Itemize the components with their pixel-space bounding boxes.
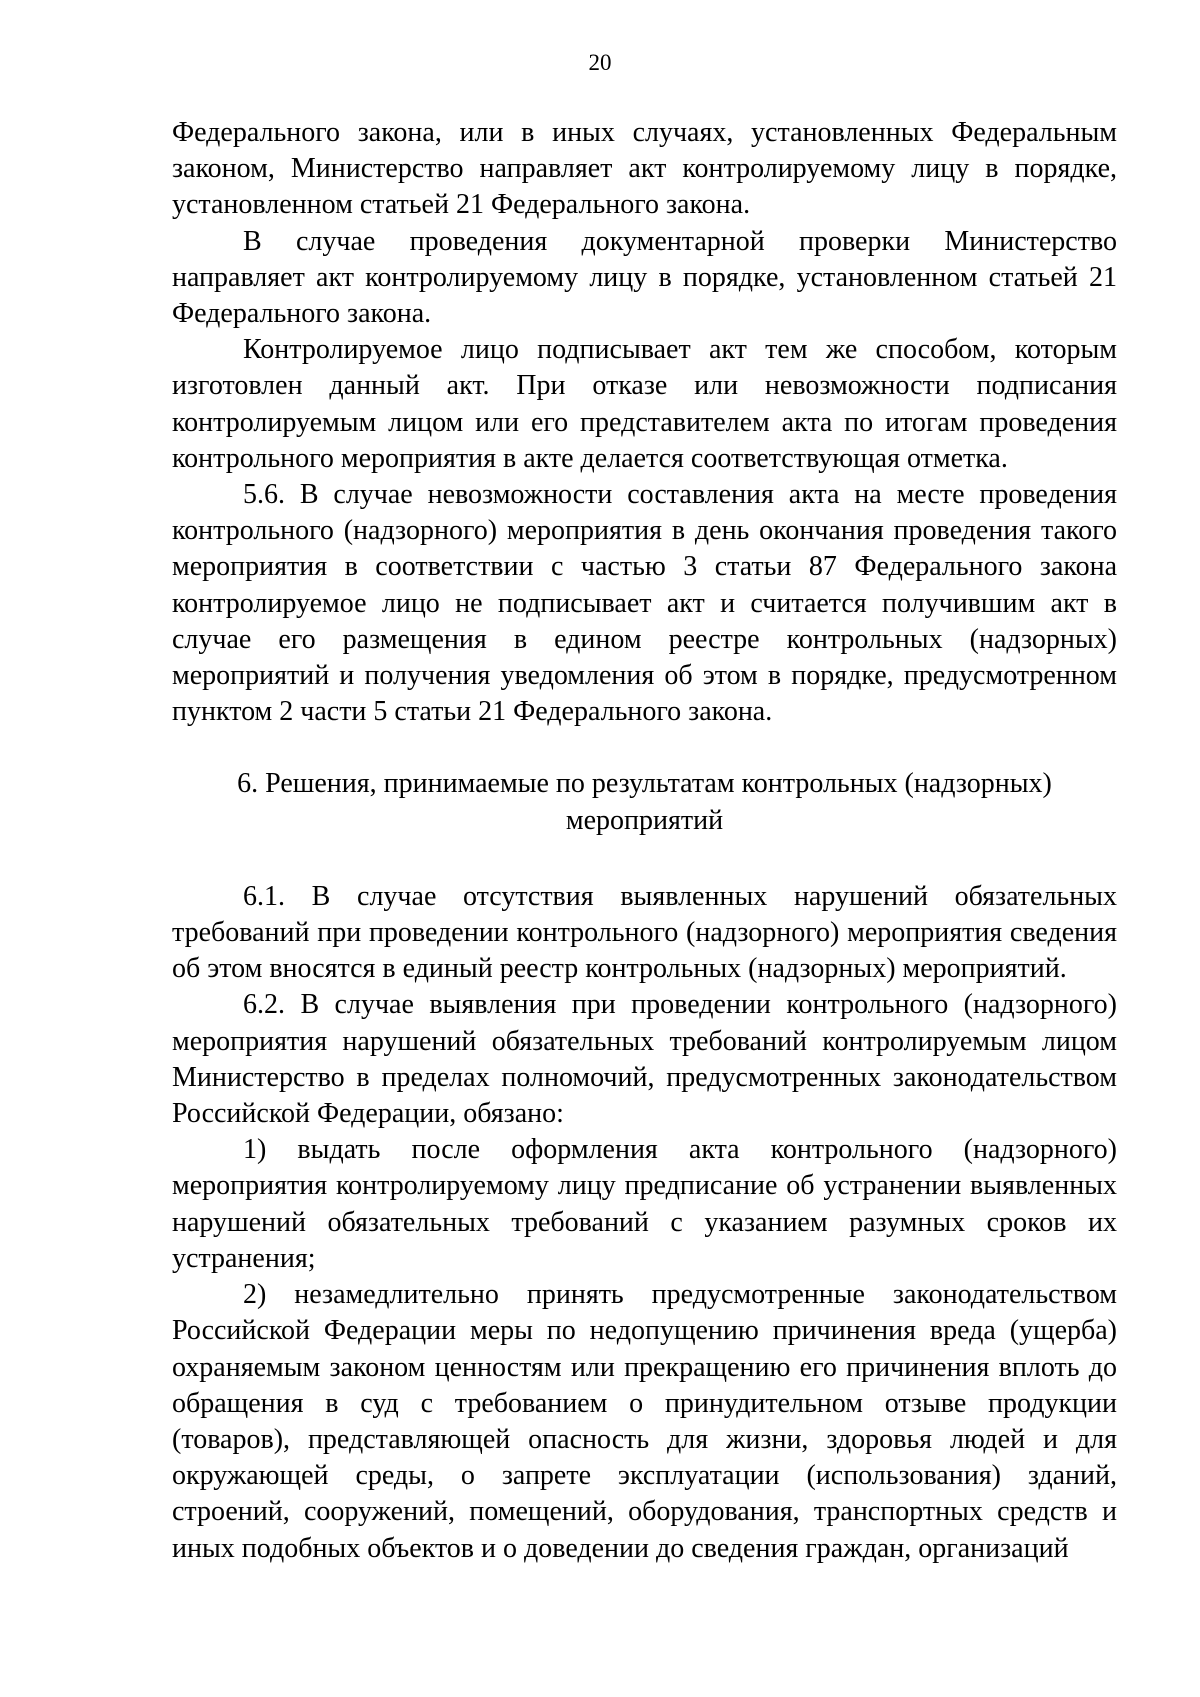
section-heading: 6. Решения, принимаемые по результатам контрольных (надзорных) мероприятий [237, 768, 1052, 836]
page-number: 20 [588, 50, 612, 75]
paragraph-documentary-check: В случае проведения документарной проверки Министерство направляет акт контролируемому лицу в порядке, установленном статьей 21 Федерального закона. [172, 225, 1117, 330]
paragraph-continuation: Федерального закона, или в иных случаях, установленных Федеральным законом, Министерство направляет акт контролируемому лицу в порядке, установленном статьей 21 Федерального закона. [172, 117, 1117, 221]
paragraph-5-6: 5.6. В случае невозможности составления акта на месте проведения контрольного (надзорного) мероприятия в день окончания проведения такого мероприятия в соответствии с частью 3 статьи 87 Федерального закона контролируемое лицо не подписывает акт и считается получившим акт в случае его размещения в едином реестре контрольных (надзорных) мероприятий и получения уведомления об этом в порядке, предусмотренном пунктом 2 части 5 статьи 21 Федерального закона. [172, 479, 1117, 728]
paragraph-6-2: 6.2. В случае выявления при проведении контрольного (надзорного) мероприятия нарушений обязательных требований контролируемым лицом Министерство в пределах полномочий, предусмотренных законодательством Российской Федерации, обязано: [172, 989, 1117, 1130]
paragraph-6-1: 6.1. В случае отсутствия выявленных нарушений обязательных требований при проведении контрольного (надзорного) мероприятия сведения об этом вносятся в единый реестр контрольных (надзорных) мероприятий. [172, 880, 1117, 985]
paragraph-signing: Контролируемое лицо подписывает акт тем же способом, которым изготовлен данный акт. При отказе или невозможности подписания контролируемым лицом или его представителем акта по итогам проведения контрольного мероприятия в акте делается соответствующая отметка. [172, 334, 1117, 474]
document-body [172, 115, 1117, 1567]
list-item-2: 2) незамедлительно принять предусмотренные законодательством Российской Федерации меры по недопущению причинения вреда (ущерба) охраняемым законом ценностям или прекращению его причинения вплоть до обращения в суд с требованием о принудительном отзыве продукции (товаров), представляющей опасность для жизни, здоровья людей и для окружающей среды, о запрете эксплуатации (использования) зданий, строений, сооружений, помещений, оборудования, транспортных средств и иных подобных объектов и о доведении до сведения граждан, организаций [172, 1279, 1117, 1564]
list-item-1: 1) выдать после оформления акта контрольного (надзорного) мероприятия контролируемому лицу предписание об устранении выявленных нарушений обязательных требований с указанием разумных сроков их устранения; [172, 1134, 1117, 1274]
